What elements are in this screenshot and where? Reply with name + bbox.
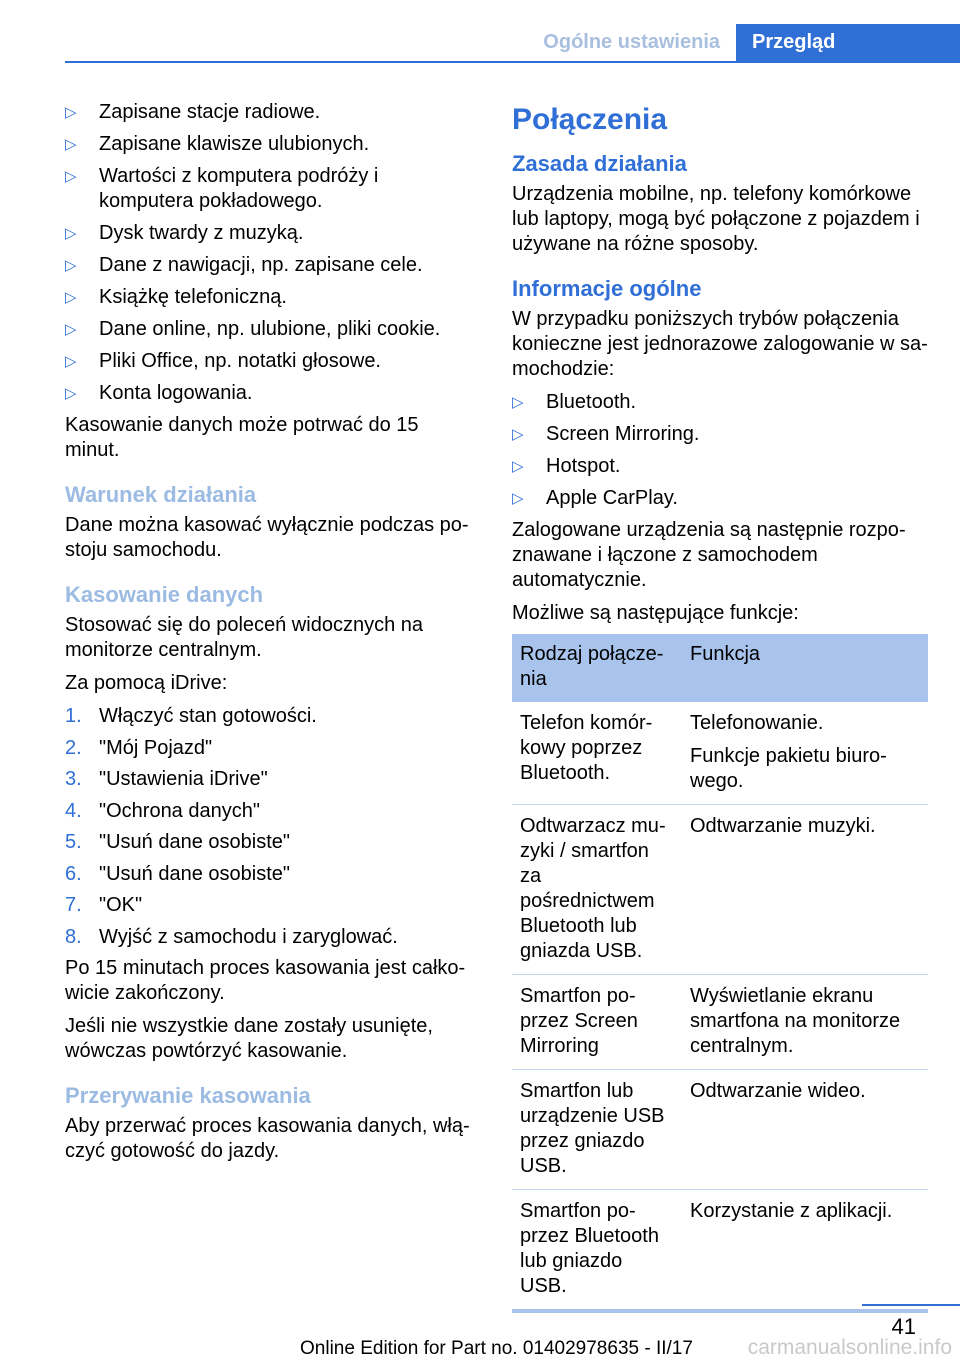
- step-item: [65, 830, 477, 855]
- section-title: Połączenia: [512, 103, 668, 136]
- triangle-bullet-icon: ▷: [65, 225, 77, 242]
- page-number: 41: [891, 1314, 916, 1339]
- triangle-bullet-icon: ▷: [65, 385, 77, 402]
- triangle-bullet-icon: ▷: [512, 394, 524, 411]
- heading-condition: Warunek działania: [65, 482, 257, 507]
- step-text: "Usuń dane osobiste": [99, 831, 290, 853]
- triangle-bullet-icon: ▷: [65, 136, 77, 153]
- table-row: [512, 975, 928, 1070]
- list-item-text: Screen Mirroring.: [546, 423, 700, 445]
- table-bottom-rule: [512, 1309, 928, 1313]
- step-item: [65, 925, 477, 950]
- list-item-text: Zapisane klawisze ulubionych.: [99, 133, 370, 155]
- header-rule: [65, 61, 960, 63]
- step-number: 3.: [65, 768, 82, 790]
- cell-connection-type: Smartfon lub urządzenie USB przez gniazdo USB.: [512, 1070, 682, 1190]
- list-item-text: Zapisane stacje radiowe.: [99, 101, 321, 123]
- table-row: [512, 1070, 928, 1190]
- cell-connection-type: Smartfon poprzez Bluetooth lub gniazdo USB.: [520, 1200, 659, 1297]
- cell-function: Odtwarzanie wideo.: [682, 1070, 928, 1190]
- list-item: [65, 221, 477, 246]
- column-header-connection-type: Rodzaj połączenia: [512, 634, 682, 702]
- right-column: [512, 100, 928, 1313]
- deletion-duration-text: Kasowanie danych może potrwać do 15 minut.: [65, 414, 419, 461]
- step-text: "Usuń dane osobiste": [99, 862, 290, 885]
- list-item: [512, 390, 928, 415]
- heading-general-info: Informacje ogólne: [512, 276, 702, 301]
- connection-modes-list: [512, 390, 928, 511]
- delete-steps-list: [65, 704, 477, 950]
- step-item: [65, 893, 477, 918]
- list-item: [65, 285, 477, 310]
- list-item: [65, 381, 477, 406]
- function-text: Funkcje pakietu biurowego.: [690, 745, 887, 792]
- connection-functions-table: [512, 634, 928, 1309]
- cell-connection-type: Smartfon poprzez Screen Mirroring: [512, 975, 682, 1070]
- step-text: "Mój Pojazd": [99, 736, 213, 759]
- list-item: [512, 422, 928, 447]
- triangle-bullet-icon: ▷: [512, 458, 524, 475]
- heading-principle: Zasada działania: [512, 151, 687, 176]
- list-item: [65, 100, 477, 125]
- step-number: 1.: [65, 705, 82, 727]
- cell-function: Wyświetlanie ekranu smartfona na monitorze centralnym.: [682, 975, 928, 1070]
- step-item: [65, 704, 477, 729]
- step-item: [65, 862, 477, 887]
- list-item: [512, 486, 928, 511]
- section-tab-general-settings: Ogólne ustawienia: [543, 31, 720, 53]
- watermark: carmanualsonline.info: [747, 1336, 952, 1359]
- list-item: [65, 164, 477, 214]
- step-item: [65, 736, 477, 761]
- column-header-function: Funkcja: [682, 634, 928, 702]
- triangle-bullet-icon: ▷: [65, 353, 77, 370]
- triangle-bullet-icon: ▷: [65, 168, 77, 185]
- function-text: Telefonowanie.: [690, 712, 824, 734]
- functions-intro-text: Możliwe są następujące funkcje:: [512, 602, 799, 624]
- step-number: 2.: [65, 736, 82, 759]
- step-text: Wyjść z samochodu i zaryglować.: [99, 925, 398, 948]
- list-item: [512, 454, 928, 479]
- list-item-text: Dysk twardy z muzyką.: [99, 222, 304, 244]
- stored-data-list: [65, 100, 477, 406]
- list-item: [65, 132, 477, 157]
- list-item-text: Pliki Office, np. notatki głosowe.: [99, 350, 381, 372]
- table-row: [512, 805, 928, 975]
- list-item: [65, 317, 477, 342]
- step-number: 6.: [65, 862, 82, 885]
- condition-text: Dane można kasować wyłącznie podczas postoju samochodu.: [65, 514, 469, 561]
- list-item-text: Dane online, np. ulubione, pliki cookie.: [99, 318, 441, 340]
- table-header-row: [512, 634, 928, 702]
- list-item-text: Dane z nawigacji, np. zapisane cele.: [99, 254, 423, 276]
- interrupt-text: Aby przerwać proces kasowania danych, włączyć gotowość do jazdy.: [65, 1115, 470, 1162]
- table-row: [512, 1190, 928, 1310]
- repeat-text: Jeśli nie wszystkie dane zostały usunięte, wówczas powtórzyć kasowanie.: [65, 1015, 433, 1062]
- cell-function: Korzystanie z aplikacji.: [690, 1200, 893, 1222]
- general-info-text: W przypadku poniższych trybów połączenia konieczne jest jednorazowe zalogowanie w samochodzie:: [512, 308, 928, 380]
- edition-footer: Online Edition for Part no. 01402978635 - II/17: [300, 1338, 693, 1359]
- heading-interrupt: Przerywanie kasowania: [65, 1083, 311, 1108]
- triangle-bullet-icon: ▷: [512, 490, 524, 507]
- step-number: 5.: [65, 831, 82, 853]
- triangle-bullet-icon: ▷: [65, 257, 77, 274]
- step-text: "Ustawienia iDrive": [99, 768, 268, 790]
- principle-text: Urządzenia mobilne, np. telefony komórkowe lub laptopy, mogą być połączone z pojazdem i używane na różne sposoby.: [512, 183, 920, 255]
- logged-devices-text: Zalogowane urządzenia są następnie rozpoznawane i łączone z samochodem automatycznie.: [512, 519, 906, 591]
- step-number: 8.: [65, 925, 82, 948]
- list-item-text: Bluetooth.: [546, 391, 637, 413]
- step-text: "OK": [99, 894, 143, 916]
- list-item-text: Apple CarPlay.: [546, 487, 678, 509]
- page-header: [0, 24, 960, 62]
- delete-instructions-text: Stosować się do poleceń widocznych na monitorze centralnym.: [65, 614, 423, 661]
- list-item-text: Konta logowania.: [99, 382, 253, 404]
- footer-rule: [862, 1304, 960, 1306]
- list-item-text: Książkę telefoniczną.: [99, 286, 287, 308]
- table-row: [512, 702, 928, 805]
- step-number: 4.: [65, 799, 82, 822]
- step-text: Włączyć stan gotowości.: [99, 705, 317, 727]
- list-item: [65, 349, 477, 374]
- step-text: "Ochrona danych": [99, 799, 260, 822]
- list-item-text: Hotspot.: [546, 455, 621, 477]
- triangle-bullet-icon: ▷: [512, 426, 524, 443]
- cell-function: Odtwarzanie muzyki.: [682, 805, 928, 975]
- heading-delete-data: Kasowanie danych: [65, 582, 264, 607]
- step-item: [65, 799, 477, 824]
- triangle-bullet-icon: ▷: [65, 104, 77, 121]
- completion-text: Po 15 minutach proces kasowania jest całkowicie zakończony.: [65, 957, 466, 1004]
- idrive-intro-text: Za pomocą iDrive:: [65, 672, 228, 694]
- cell-connection-type: Odtwarzacz muzyki / smartfon za pośrednictwem Bluetooth lub gniazda USB.: [512, 805, 682, 975]
- step-item: [65, 767, 477, 792]
- list-item-text: Wartości z komputera podróży i komputera pokładowego.: [99, 165, 379, 212]
- left-column: [65, 100, 477, 1172]
- triangle-bullet-icon: ▷: [65, 289, 77, 306]
- cell-function: [682, 702, 928, 805]
- step-number: 7.: [65, 894, 82, 916]
- triangle-bullet-icon: ▷: [65, 321, 77, 338]
- list-item: [65, 253, 477, 278]
- section-tab-overview: Przegląd: [736, 24, 960, 61]
- cell-connection-type: Telefon komórkowy poprzez Bluetooth.: [512, 702, 682, 805]
